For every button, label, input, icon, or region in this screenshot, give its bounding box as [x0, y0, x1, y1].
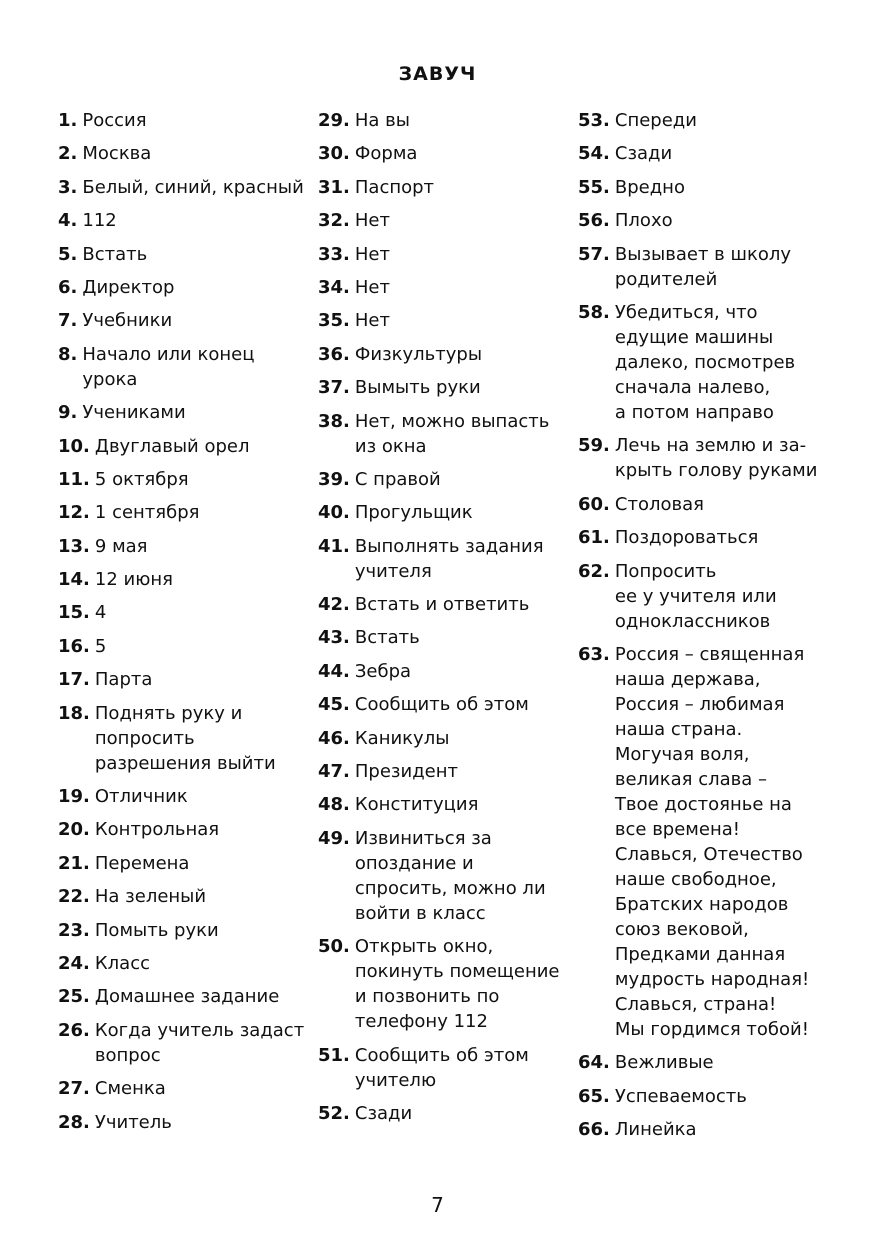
answer-text: 4: [94, 602, 107, 624]
answer-item: [58, 884, 308, 909]
answer-item: [318, 759, 568, 784]
answer-text: Нет: [354, 310, 390, 332]
answer-number: 42.: [318, 594, 350, 616]
answer-number: 44.: [318, 660, 350, 682]
answer-text: Встать: [354, 627, 420, 649]
answer-item: [578, 1084, 843, 1109]
answer-number: 12.: [58, 502, 90, 524]
answer-text: Директор: [82, 276, 175, 298]
answer-text: Сзади: [354, 1102, 413, 1124]
answer-number: 4.: [58, 210, 78, 232]
answer-item: [578, 208, 843, 233]
answer-text: Встать: [82, 243, 148, 265]
answer-number: 17.: [58, 669, 90, 691]
answer-number: 48.: [318, 794, 350, 816]
answer-text: Нет, можно выпасть из окна: [354, 410, 550, 457]
answer-item: [578, 525, 843, 550]
answer-number: 39.: [318, 468, 350, 490]
answer-text: 1 сентября: [94, 502, 200, 524]
answer-item: [58, 634, 308, 659]
answer-number: 3.: [58, 176, 78, 198]
answer-item: [58, 108, 308, 133]
answer-item: [58, 701, 308, 776]
answer-text: Прогульщик: [354, 502, 473, 524]
answer-item: [578, 108, 843, 133]
answer-item: [318, 208, 568, 233]
answer-text: Извиниться за опоздание и спросить, можно ли войти в класс: [354, 827, 546, 924]
answer-item: [58, 1110, 308, 1135]
answer-text: На вы: [354, 110, 410, 131]
answer-number: 5.: [58, 243, 78, 265]
answer-text: Москва: [82, 143, 152, 165]
answer-number: 47.: [318, 761, 350, 783]
answer-number: 30.: [318, 143, 350, 165]
answer-text: Нет: [354, 276, 390, 298]
answer-text: Поднять руку и попросить разрешения выйти: [94, 702, 276, 774]
answer-number: 37.: [318, 377, 350, 399]
answer-item: [578, 492, 843, 517]
answer-item: [318, 826, 568, 926]
answer-number: 63.: [578, 643, 610, 665]
answer-item: [578, 642, 843, 1042]
answer-number: 66.: [578, 1119, 610, 1141]
answer-number: 8.: [58, 343, 78, 365]
answer-item: [318, 141, 568, 166]
answer-number: 34.: [318, 276, 350, 298]
answer-number: 51.: [318, 1044, 350, 1066]
answer-number: 55.: [578, 176, 610, 198]
answer-text: Плохо: [614, 210, 673, 232]
answer-text: Контрольная: [94, 819, 220, 841]
answer-text: Лечь на землю и за- крыть голову руками: [614, 435, 818, 482]
answer-text: Столовая: [614, 493, 704, 515]
answer-number: 38.: [318, 410, 350, 432]
answer-number: 61.: [578, 527, 610, 549]
answer-text: Паспорт: [354, 176, 435, 198]
answer-text: Вредно: [614, 176, 685, 198]
answer-number: 32.: [318, 210, 350, 232]
answer-item: [578, 1117, 843, 1142]
answer-item: [318, 692, 568, 717]
answer-text: Встать и ответить: [354, 594, 530, 616]
answer-item: [318, 375, 568, 400]
answer-number: 56.: [578, 210, 610, 232]
answer-number: 58.: [578, 301, 610, 323]
answer-item: [318, 534, 568, 584]
answer-text: Попросить ее у учителя или одноклассников: [614, 560, 777, 632]
answer-number: 6.: [58, 276, 78, 298]
answer-number: 57.: [578, 243, 610, 265]
answer-item: [578, 1050, 843, 1075]
answer-number: 27.: [58, 1078, 90, 1100]
answer-item: [58, 434, 308, 459]
answer-item: [578, 141, 843, 166]
answer-text: Выполнять задания учителя: [354, 535, 544, 582]
answer-item: [58, 1076, 308, 1101]
answer-text: Когда учитель задаст вопрос: [94, 1019, 305, 1066]
answer-item: [318, 308, 568, 333]
answer-text: Президент: [354, 761, 458, 783]
answer-number: 41.: [318, 535, 350, 557]
answer-item: [58, 851, 308, 876]
answer-number: 19.: [58, 786, 90, 808]
answer-text: Сообщить об этом учителю: [354, 1044, 529, 1091]
answer-number: 20.: [58, 819, 90, 841]
answer-number: 40.: [318, 502, 350, 524]
answer-item: [318, 1101, 568, 1126]
answer-text: Начало или конец урока: [82, 343, 255, 390]
answer-item: [318, 275, 568, 300]
answer-item: [318, 467, 568, 492]
answer-text: Сообщить об этом: [354, 694, 529, 716]
answer-number: 45.: [318, 694, 350, 716]
answer-text: Учениками: [82, 402, 186, 424]
answers-column-2: [318, 108, 568, 1134]
answer-number: 35.: [318, 310, 350, 332]
answer-text: Поздороваться: [614, 527, 759, 549]
answer-number: 62.: [578, 560, 610, 582]
answer-number: 22.: [58, 886, 90, 908]
answer-number: 25.: [58, 986, 90, 1008]
answer-item: [58, 784, 308, 809]
answer-item: [318, 592, 568, 617]
answer-text: Форма: [354, 143, 418, 165]
answer-item: [318, 659, 568, 684]
answer-number: 53.: [578, 110, 610, 131]
answer-number: 36.: [318, 343, 350, 365]
answer-number: 14.: [58, 569, 90, 591]
answer-item: [58, 500, 308, 525]
answer-item: [58, 242, 308, 267]
answer-number: 49.: [318, 827, 350, 849]
answer-text: Домашнее задание: [94, 986, 280, 1008]
answer-text: Каникулы: [354, 727, 450, 749]
answer-text: На зеленый: [94, 886, 207, 908]
answer-number: 2.: [58, 143, 78, 165]
answer-number: 18.: [58, 702, 90, 724]
answer-number: 15.: [58, 602, 90, 624]
answer-text: Россия – священная наша держава, Россия – любимая наша страна. Могучая воля, великая слава – Твое достоянье на все времена! Славься, Отечество наше свободное, Братских народов союз вековой, Предками данная мудрость народная! Славься, страна! Мы гордимся тобой!: [614, 643, 810, 1040]
answer-number: 1.: [58, 110, 78, 131]
answer-text: Парта: [94, 669, 153, 691]
answer-text: С правой: [354, 468, 441, 490]
answer-text: 12 июня: [94, 569, 173, 591]
answer-text: Вежливые: [614, 1052, 714, 1074]
answer-number: 64.: [578, 1052, 610, 1074]
answer-number: 24.: [58, 952, 90, 974]
answer-number: 52.: [318, 1102, 350, 1124]
answer-text: Учебники: [82, 310, 173, 332]
answer-number: 9.: [58, 402, 78, 424]
answer-item: [578, 300, 843, 425]
answer-text: Успеваемость: [614, 1085, 747, 1107]
answer-text: Класс: [94, 952, 150, 974]
page-number: 7: [431, 1193, 444, 1217]
answer-number: 60.: [578, 493, 610, 515]
answer-number: 21.: [58, 852, 90, 874]
answer-text: Открыть окно, покинуть помещение и позвонить по телефону 112: [354, 936, 560, 1033]
answer-item: [58, 467, 308, 492]
answer-item: [578, 175, 843, 200]
answer-number: 43.: [318, 627, 350, 649]
answer-item: [318, 108, 568, 133]
answer-item: [58, 600, 308, 625]
answer-number: 33.: [318, 243, 350, 265]
answer-text: 112: [82, 210, 117, 232]
answer-number: 23.: [58, 919, 90, 941]
answer-item: [58, 342, 308, 392]
answer-item: [318, 500, 568, 525]
answer-number: 16.: [58, 635, 90, 657]
answer-item: [58, 175, 308, 200]
answer-item: [58, 918, 308, 943]
answer-item: [318, 242, 568, 267]
answer-text: Перемена: [94, 852, 190, 874]
answer-text: Физкультуры: [354, 343, 483, 365]
answer-item: [318, 726, 568, 751]
answer-item: [58, 951, 308, 976]
answer-text: Зебра: [354, 660, 412, 682]
answer-text: 5: [94, 635, 107, 657]
answer-item: [318, 342, 568, 367]
answer-item: [58, 1018, 308, 1068]
answer-text: Сзади: [614, 143, 673, 165]
answer-text: Учитель: [94, 1111, 172, 1133]
answer-item: [318, 792, 568, 817]
answer-text: Вымыть руки: [354, 377, 481, 399]
answer-number: 10.: [58, 435, 90, 457]
answer-item: [318, 934, 568, 1034]
answer-item: [58, 817, 308, 842]
answers-column-3: [578, 108, 843, 1150]
answer-item: [58, 400, 308, 425]
answer-item: [318, 175, 568, 200]
answer-number: 13.: [58, 535, 90, 557]
answer-item: [318, 625, 568, 650]
answer-item: [318, 409, 568, 459]
answer-number: 54.: [578, 143, 610, 165]
answer-item: [58, 275, 308, 300]
answer-number: 26.: [58, 1019, 90, 1041]
answer-item: [58, 308, 308, 333]
answer-text: Нет: [354, 210, 390, 232]
answer-number: 7.: [58, 310, 78, 332]
answer-text: Двуглавый орел: [94, 435, 250, 457]
answer-item: [58, 567, 308, 592]
answer-item: [58, 141, 308, 166]
answer-text: Нет: [354, 243, 390, 265]
answer-text: Конституция: [354, 794, 479, 816]
answer-number: 59.: [578, 435, 610, 457]
answer-text: Убедиться, что едущие машины далеко, посмотрев сначала налево, а потом направо: [614, 301, 796, 423]
answer-item: [578, 433, 843, 483]
answer-text: Отличник: [94, 786, 188, 808]
answer-number: 28.: [58, 1111, 90, 1133]
answer-number: 29.: [318, 110, 350, 131]
answer-number: 11.: [58, 468, 90, 490]
answer-text: Белый, синий, красный: [82, 176, 304, 198]
answer-text: Спереди: [614, 110, 697, 131]
answer-item: [58, 534, 308, 559]
answer-text: 9 мая: [94, 535, 148, 557]
answer-item: [578, 242, 843, 292]
answer-item: [578, 559, 843, 634]
answer-text: Помыть руки: [94, 919, 219, 941]
answer-text: Сменка: [94, 1078, 166, 1100]
page-title: ЗАВУЧ: [398, 63, 477, 85]
answer-item: [58, 984, 308, 1009]
answer-item: [318, 1043, 568, 1093]
answer-number: 46.: [318, 727, 350, 749]
answer-text: Россия: [82, 110, 147, 131]
answer-text: Вызывает в школу родителей: [614, 243, 791, 290]
answer-item: [58, 667, 308, 692]
answer-number: 50.: [318, 936, 350, 958]
answer-number: 65.: [578, 1085, 610, 1107]
answer-number: 31.: [318, 176, 350, 198]
answers-column-1: [58, 108, 308, 1143]
answer-text: Линейка: [614, 1119, 697, 1141]
answer-text: 5 октября: [94, 468, 189, 490]
answer-item: [58, 208, 308, 233]
